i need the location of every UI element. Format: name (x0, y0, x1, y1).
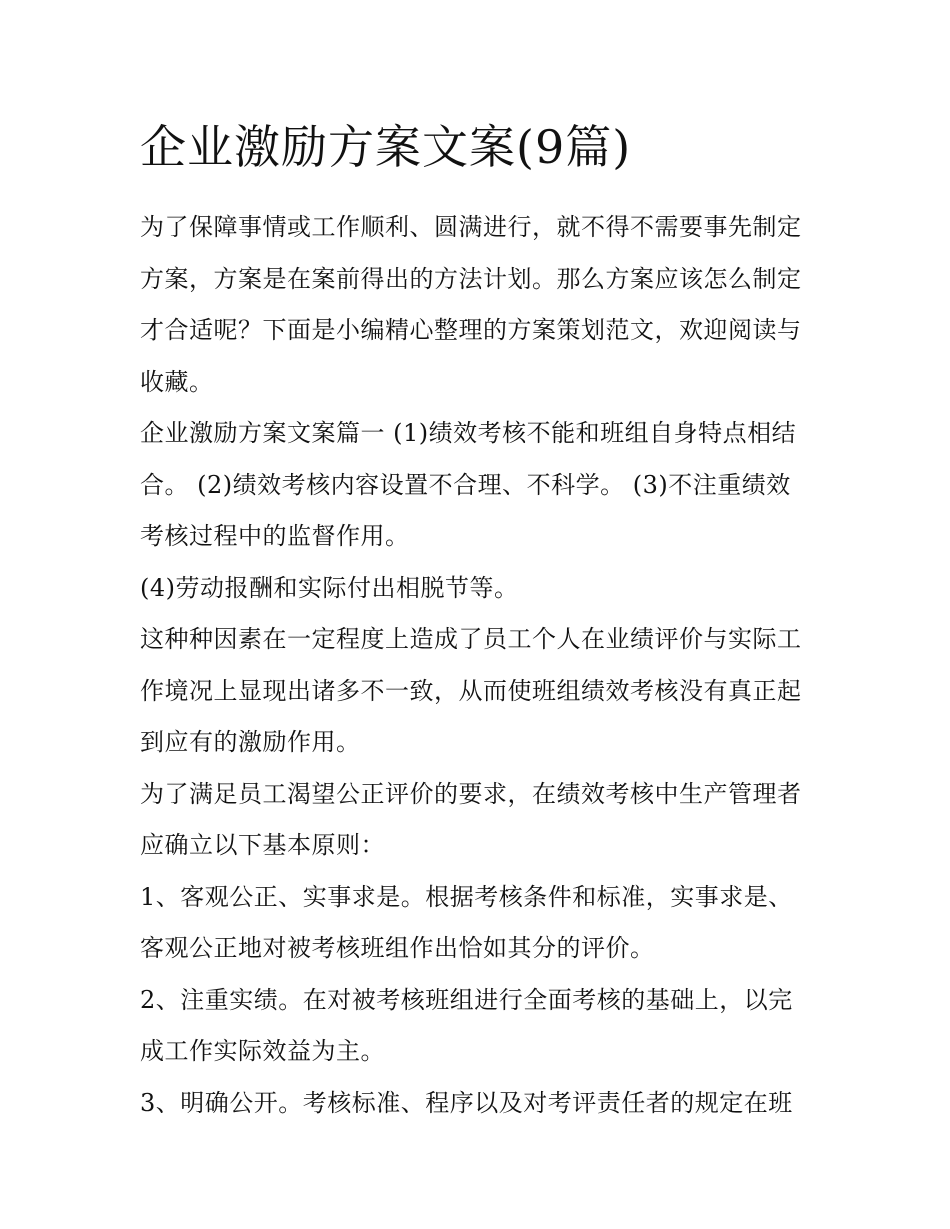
list-item-4-paragraph: (4)劳动报酬和实际付出相脱节等。 (140, 573, 519, 602)
section-one-paragraph: 企业激励方案文案篇一 (1)绩效考核不能和班组自身特点相结合。 (2)绩效考核内容设置不合理、不科学。 (3)不注重绩效考核过程中的监督作用。 (140, 419, 797, 550)
principle-3-paragraph: 3、明确公开。考核标准、程序以及对考评责任者的规定在班 (140, 1088, 793, 1117)
principle-1-paragraph: 1、客观公正、实事求是。根据考核条件和标准，实事求是、客观公正地对被考核班组作出恰如其分的评价。 (140, 882, 793, 962)
factors-paragraph: 这种种因素在一定程度上造成了员工个人在业绩评价与实际工作境况上显现出诸多不一致，从而使班组绩效考核没有真正起到应有的激励作用。 (140, 625, 802, 756)
intro-paragraph: 为了保障事情或工作顺利、圆满进行，就不得不需要事先制定方案，方案是在案前得出的方法计划。那么方案应该怎么制定才合适呢？下面是小编精心整理的方案策划范文，欢迎阅读与收藏。 (140, 213, 802, 396)
principle-2-paragraph: 2、注重实绩。在对被考核班组进行全面考核的基础上，以完成工作实际效益为主。 (140, 985, 793, 1065)
document-title: 企业激励方案文案(9篇) (140, 120, 632, 174)
document-page (140, 112, 815, 1129)
principles-intro-paragraph: 为了满足员工渴望公正评价的要求，在绩效考核中生产管理者应确立以下基本原则： (140, 779, 802, 859)
